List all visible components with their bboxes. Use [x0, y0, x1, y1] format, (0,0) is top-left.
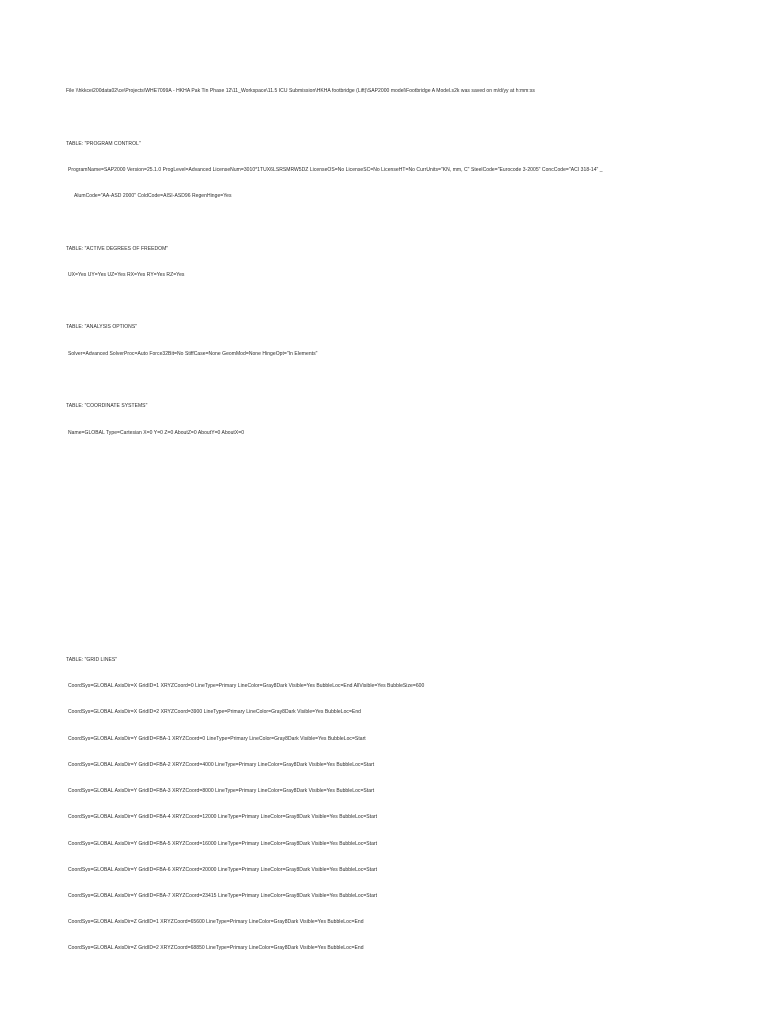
coordinate-systems-line: Name=GLOBAL Type=Cartesian X=0 Y=0 Z=0 AboutZ=0 AboutY=0 AboutX=0: [68, 430, 245, 436]
grid-line-row: CoordSys=GLOBAL AxisDir=Y GridID=FBA-1 XRYZCoord=0 LineType=Primary LineColor=Gray8Dark Visible=Yes BubbleLoc=Start: [68, 736, 366, 742]
program-control-line-1: ProgramName=SAP2000 Version=25.1.0 ProgLevel=Advanced LicenseNum=3010*1TUX6LSRSMRW5DZ LicenseOS=No LicenseSC=No LicenseHT=No CurrUnits="KN, mm, C" SteelCode="Eurocode 3-2005" ConcCode="ACI 318-14" _: [68, 167, 603, 173]
program-control-line-2: AlumCode="AA-ASD 2000" ColdCode=AISI-ASD96 RegenHinge=Yes: [74, 193, 232, 199]
file-save-line: File \\hkkcei200data02\ce\Projects\WHE7099A - HKHA Pak Tin Phase 12\11_Workspace\11.5 ICU Submission\HKHA footbridge (Lift)\SAP2000 model\Footbridge A Model.s2k was saved on m/d/yy at h:mm:ss: [66, 88, 535, 94]
grid-line-row: CoordSys=GLOBAL AxisDir=Y GridID=FBA-6 XRYZCoord=20000 LineType=Primary LineColor=Gray8Dark Visible=Yes BubbleLoc=Start: [68, 867, 378, 873]
table-title-grid-lines: TABLE: "GRID LINES": [66, 657, 118, 663]
grid-line-row: CoordSys=GLOBAL AxisDir=Y GridID=FBA-3 XRYZCoord=8000 LineType=Primary LineColor=Gray8Dark Visible=Yes BubbleLoc=Start: [68, 788, 375, 794]
grid-line-row: CoordSys=GLOBAL AxisDir=Z GridID=1 XRYZCoord=65600 LineType=Primary LineColor=Gray8Dark Visible=Yes BubbleLoc=End: [68, 919, 364, 925]
grid-line-row: CoordSys=GLOBAL AxisDir=X GridID=1 XRYZCoord=0 LineType=Primary LineColor=Gray8Dark Visible=Yes BubbleLoc=End AllVisible=Yes BubbleSize=600: [68, 683, 425, 689]
table-title-analysis-options: TABLE: "ANALYSIS OPTIONS": [66, 324, 138, 330]
grid-line-row: CoordSys=GLOBAL AxisDir=X GridID=2 XRYZCoord=3900 LineType=Primary LineColor=Gray8Dark Visible=Yes BubbleLoc=End: [68, 709, 361, 715]
grid-line-row: CoordSys=GLOBAL AxisDir=Y GridID=FBA-5 XRYZCoord=16000 LineType=Primary LineColor=Gray8Dark Visible=Yes BubbleLoc=Start: [68, 841, 378, 847]
analysis-options-line: Solver=Advanced SolverProc=Auto Force32Bit=No StiffCase=None GeomMod=None HingeOpt="In Elements": [68, 351, 318, 357]
grid-line-row: CoordSys=GLOBAL AxisDir=Y GridID=FBA-7 XRYZCoord=23415 LineType=Primary LineColor=Gray8Dark Visible=Yes BubbleLoc=Start: [68, 893, 378, 899]
table-title-program-control: TABLE: "PROGRAM CONTROL": [66, 141, 141, 147]
grid-line-row: CoordSys=GLOBAL AxisDir=Y GridID=FBA-4 XRYZCoord=12000 LineType=Primary LineColor=Gray8Dark Visible=Yes BubbleLoc=Start: [68, 814, 378, 820]
grid-line-row: CoordSys=GLOBAL AxisDir=Y GridID=FBA-2 XRYZCoord=4000 LineType=Primary LineColor=Gray8Dark Visible=Yes BubbleLoc=Start: [68, 762, 375, 768]
grid-line-row: CoordSys=GLOBAL AxisDir=Z GridID=2 XRYZCoord=68850 LineType=Primary LineColor=Gray8Dark Visible=Yes BubbleLoc=End: [68, 945, 364, 951]
active-dof-line: UX=Yes UY=Yes UZ=Yes RX=Yes RY=Yes RZ=Yes: [68, 272, 185, 278]
table-title-active-dof: TABLE: "ACTIVE DEGREES OF FREEDOM": [66, 246, 169, 252]
table-title-coordinate-systems: TABLE: "COORDINATE SYSTEMS": [66, 403, 148, 409]
